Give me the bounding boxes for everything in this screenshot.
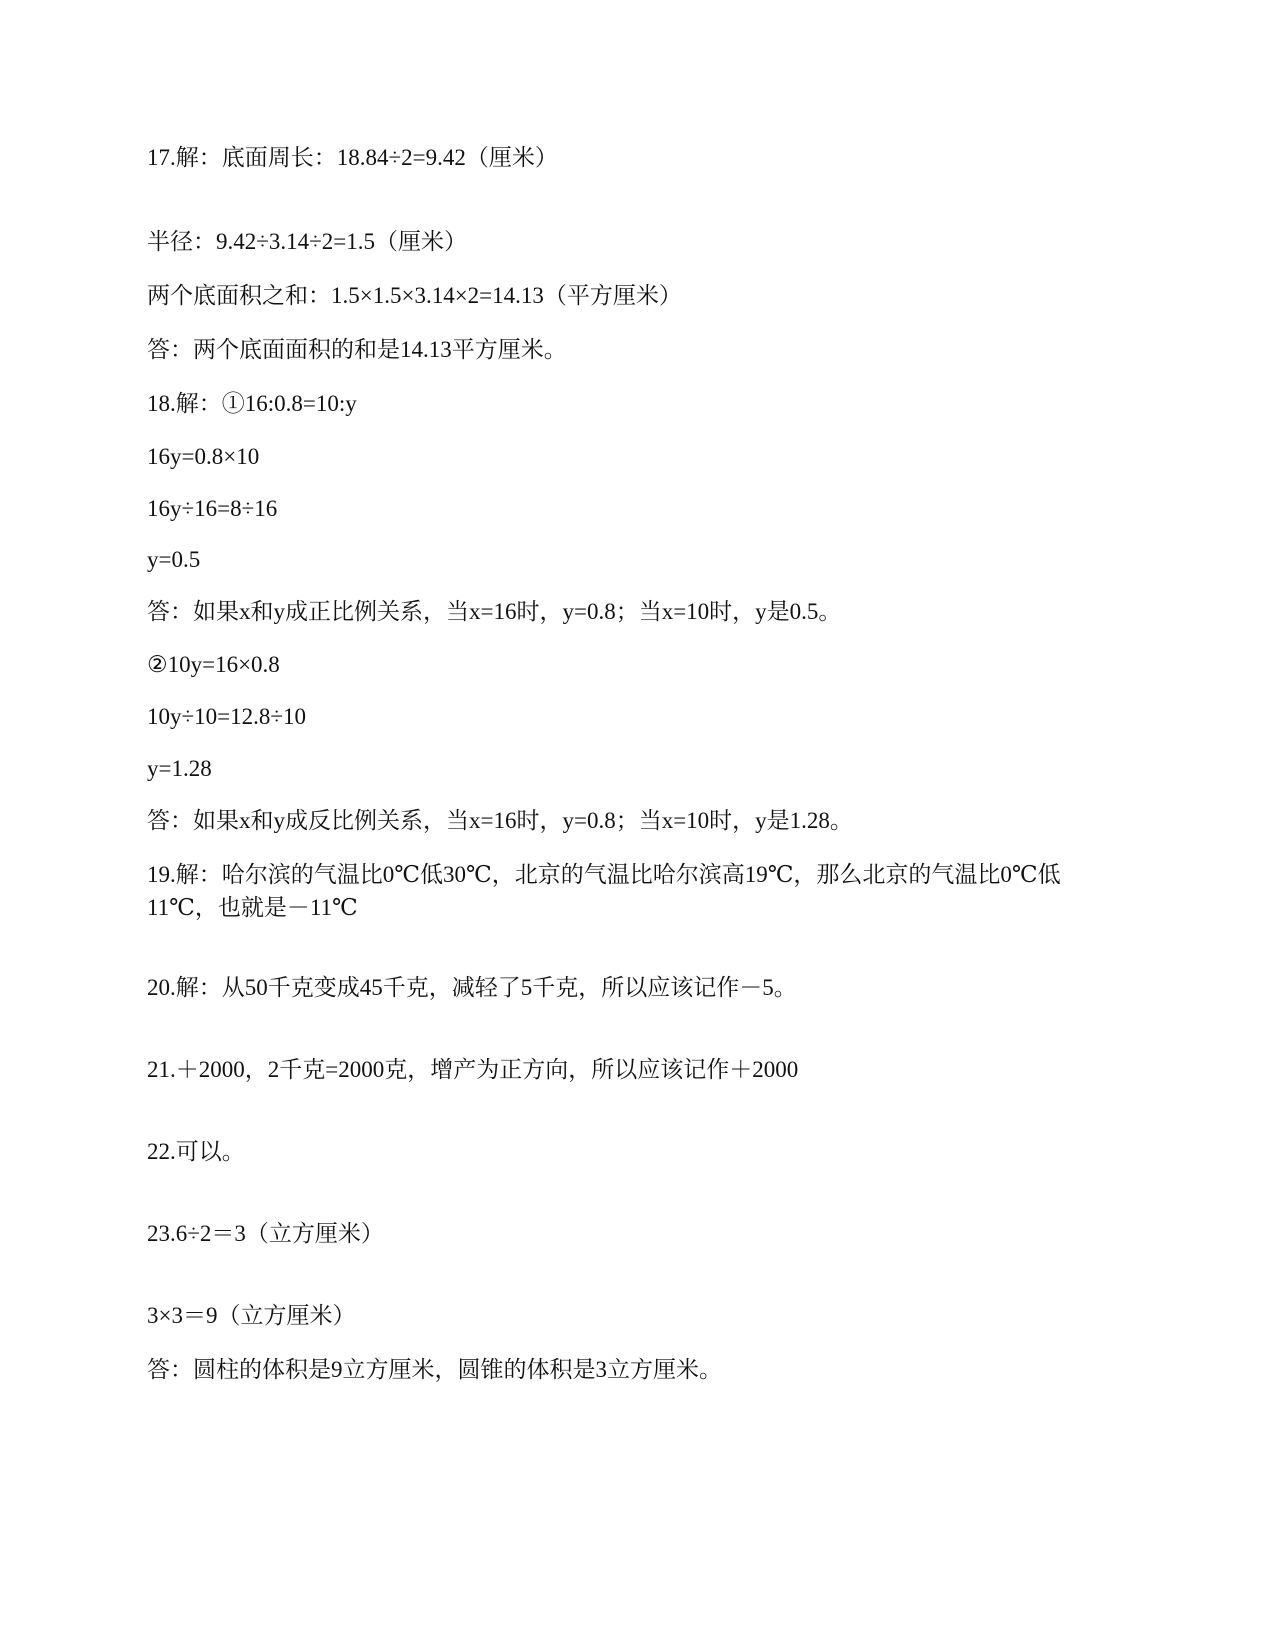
solution-22: 22.可以。: [147, 1139, 245, 1164]
solution-21: 21.＋2000，2千克=2000克，增产为正方向，所以应该记作＋2000: [147, 1057, 799, 1082]
solution-17-line-3: 两个底面积之和：1.5×1.5×3.14×2=14.13（平方厘米）: [147, 283, 682, 308]
solution-18-line-7: y=1.28: [147, 756, 212, 781]
solution-17-line-1: 17.解：底面周长：18.84÷2=9.42（厘米）: [147, 145, 558, 170]
solution-18-line-4: y=0.5: [147, 547, 201, 572]
solution-17-answer: 答：两个底面面积的和是14.13平方厘米。: [147, 337, 567, 362]
solution-23-answer: 答：圆柱的体积是9立方厘米，圆锥的体积是3立方厘米。: [147, 1357, 722, 1382]
solution-23-line-2: 3×3＝9（立方厘米）: [147, 1303, 356, 1328]
solution-18-line-2: 16y=0.8×10: [147, 444, 260, 469]
solution-20: 20.解：从50千克变成45千克，减轻了5千克，所以应该记作－5。: [147, 975, 797, 1000]
solution-17-line-2: 半径：9.42÷3.14÷2=1.5（厘米）: [147, 229, 467, 254]
solution-18-answer-1: 答：如果x和y成正比例关系，当x=16时，y=0.8；当x=10时，y是0.5。: [147, 599, 842, 624]
solution-18-line-5: ②10y=16×0.8: [147, 652, 280, 677]
solution-23-line-1: 23.6÷2＝3（立方厘米）: [147, 1221, 384, 1246]
solution-19-line-1: 19.解：哈尔滨的气温比0℃低30℃，北京的气温比哈尔滨高19℃，那么北京的气温比0℃低: [147, 862, 1061, 887]
solution-18-line-3: 16y÷16=8÷16: [147, 496, 278, 521]
solution-18-line-1: 18.解：①16:0.8=10:y: [147, 391, 357, 416]
solution-18-answer-2: 答：如果x和y成反比例关系，当x=16时，y=0.8；当x=10时，y是1.28。: [147, 808, 853, 833]
solution-18-line-6: 10y÷10=12.8÷10: [147, 704, 306, 729]
solution-19-line-2: 11℃，也就是－11℃: [147, 895, 358, 920]
